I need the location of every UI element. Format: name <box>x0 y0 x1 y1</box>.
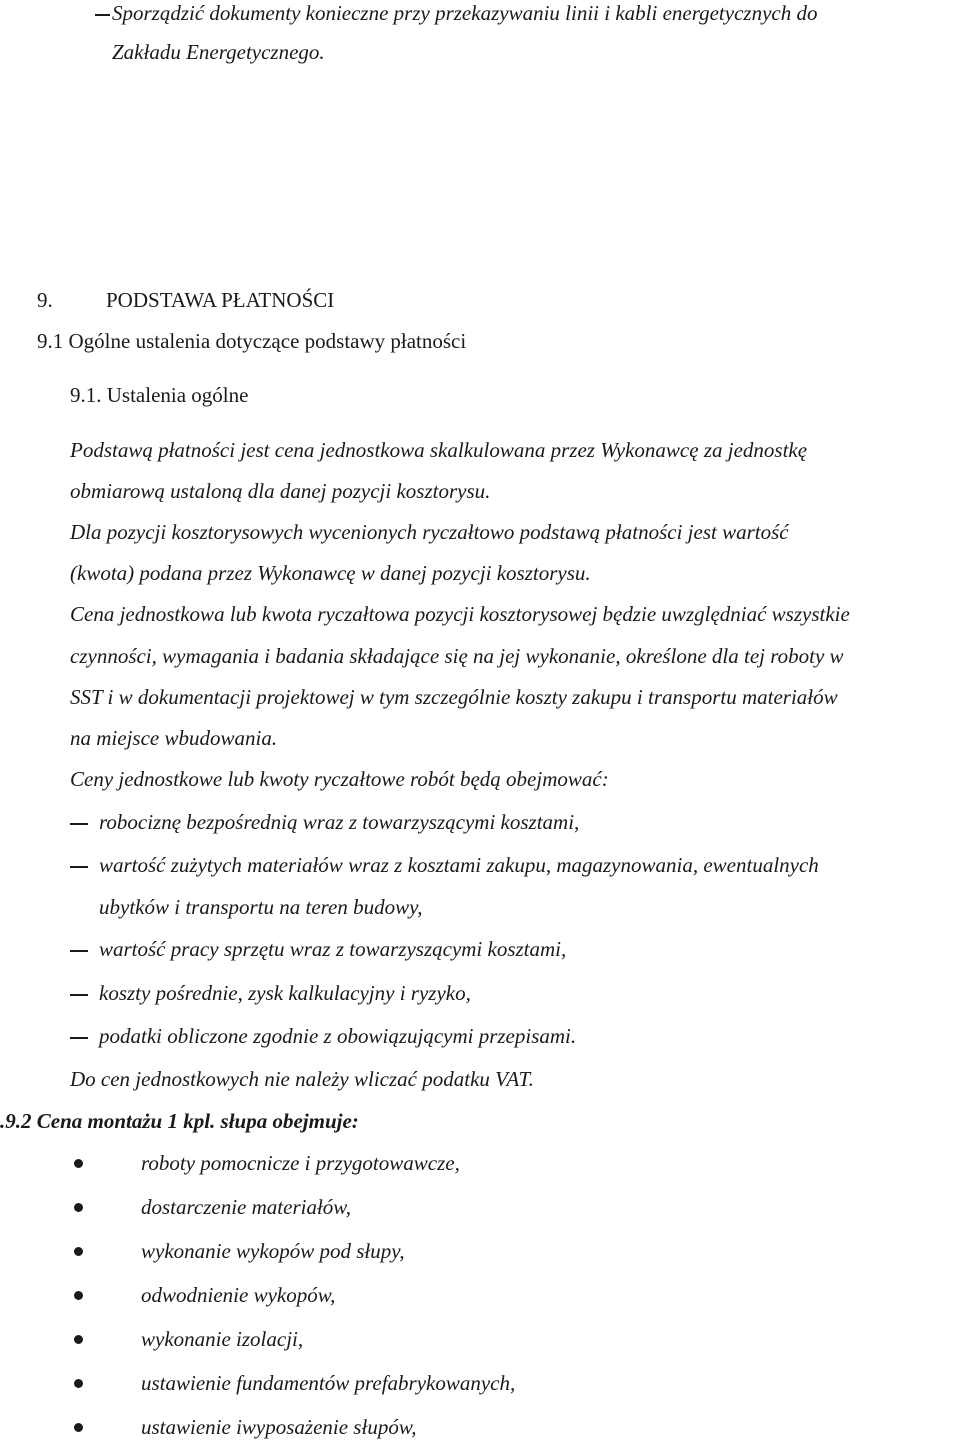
dash-item-5: podatki obliczone zgodnie z obowiązującymi przepisami. <box>99 1024 577 1048</box>
bullet-marker-4 <box>74 1291 83 1300</box>
dash-marker-4 <box>70 994 88 996</box>
bullet-item-3: wykonanie wykopów pod słupy, <box>141 1239 405 1263</box>
bullet-marker-6 <box>74 1379 83 1388</box>
intro-dash <box>95 14 110 16</box>
dash-marker-3 <box>70 950 88 952</box>
bullet-item-7: ustawienie iwyposażenie słupów, <box>141 1415 417 1439</box>
bullet-marker-7 <box>74 1423 83 1432</box>
paragraph-3-line-4: na miejsce wbudowania. <box>70 726 278 750</box>
paragraph-3-line-2: czynności, wymagania i badania składające się na jej wykonanie, określone dla tej roboty w <box>70 644 844 668</box>
bullet-marker-1 <box>74 1159 83 1168</box>
dash-item-4: koszty pośrednie, zysk kalkulacyjny i ryzyko, <box>99 981 471 1005</box>
section-9-2-title: .9.2 Cena montażu 1 kpl. słupa obejmuje: <box>0 1109 359 1133</box>
bullet-item-4: odwodnienie wykopów, <box>141 1283 336 1307</box>
paragraph-2-line-1: Dla pozycji kosztorysowych wycenionych ryczałtowo podstawą płatności jest wartość <box>70 520 789 544</box>
dash-marker-2 <box>70 866 88 868</box>
paragraph-1-line-1: Podstawą płatności jest cena jednostkowa skalkulowana przez Wykonawcę za jednostkę <box>70 438 808 462</box>
intro-line-1: Sporządzić dokumenty konieczne przy przekazywaniu linii i kabli energetycznych do <box>112 1 818 25</box>
dash-item-3: wartość pracy sprzętu wraz z towarzyszącymi kosztami, <box>99 937 567 961</box>
bullet-item-2: dostarczenie materiałów, <box>141 1195 351 1219</box>
subsection-title: 9.1 Ogólne ustalenia dotyczące podstawy płatności <box>37 329 467 353</box>
section-number: 9. <box>37 288 53 312</box>
dash-item-1: robociznę bezpośrednią wraz z towarzyszącymi kosztami, <box>99 810 580 834</box>
vat-note: Do cen jednostkowych nie należy wliczać podatku VAT. <box>70 1067 534 1091</box>
bullet-item-1: roboty pomocnicze i przygotowawcze, <box>141 1151 460 1175</box>
dash-item-2-line-2: ubytków i transportu na teren budowy, <box>99 895 423 919</box>
section-title: PODSTAWA PŁATNOŚCI <box>106 288 335 312</box>
bullet-item-5: wykonanie izolacji, <box>141 1327 304 1351</box>
bullet-item-6: ustawienie fundamentów prefabrykowanych, <box>141 1371 516 1395</box>
dash-marker-5 <box>70 1037 88 1039</box>
bullet-marker-3 <box>74 1247 83 1256</box>
paragraph-2-line-2: (kwota) podana przez Wykonawcę w danej pozycji kosztorysu. <box>70 561 591 585</box>
subsubsection-title: 9.1. Ustalenia ogólne <box>70 383 249 407</box>
bullet-marker-2 <box>74 1203 83 1212</box>
paragraph-1-line-2: obmiarową ustaloną dla danej pozycji kosztorysu. <box>70 479 491 503</box>
dash-item-2-line-1: wartość zużytych materiałów wraz z kosztami zakupu, magazynowania, ewentualnych <box>99 853 819 877</box>
bullet-marker-5 <box>74 1335 83 1344</box>
paragraph-4: Ceny jednostkowe lub kwoty ryczałtowe robót będą obejmować: <box>70 767 609 791</box>
paragraph-3-line-3: SST i w dokumentacji projektowej w tym szczególnie koszty zakupu i transportu materiałów <box>70 685 838 709</box>
dash-marker-1 <box>70 823 88 825</box>
intro-line-2: Zakładu Energetycznego. <box>112 40 325 64</box>
paragraph-3-line-1: Cena jednostkowa lub kwota ryczałtowa pozycji kosztorysowej będzie uwzględniać wszystkie <box>70 602 850 626</box>
